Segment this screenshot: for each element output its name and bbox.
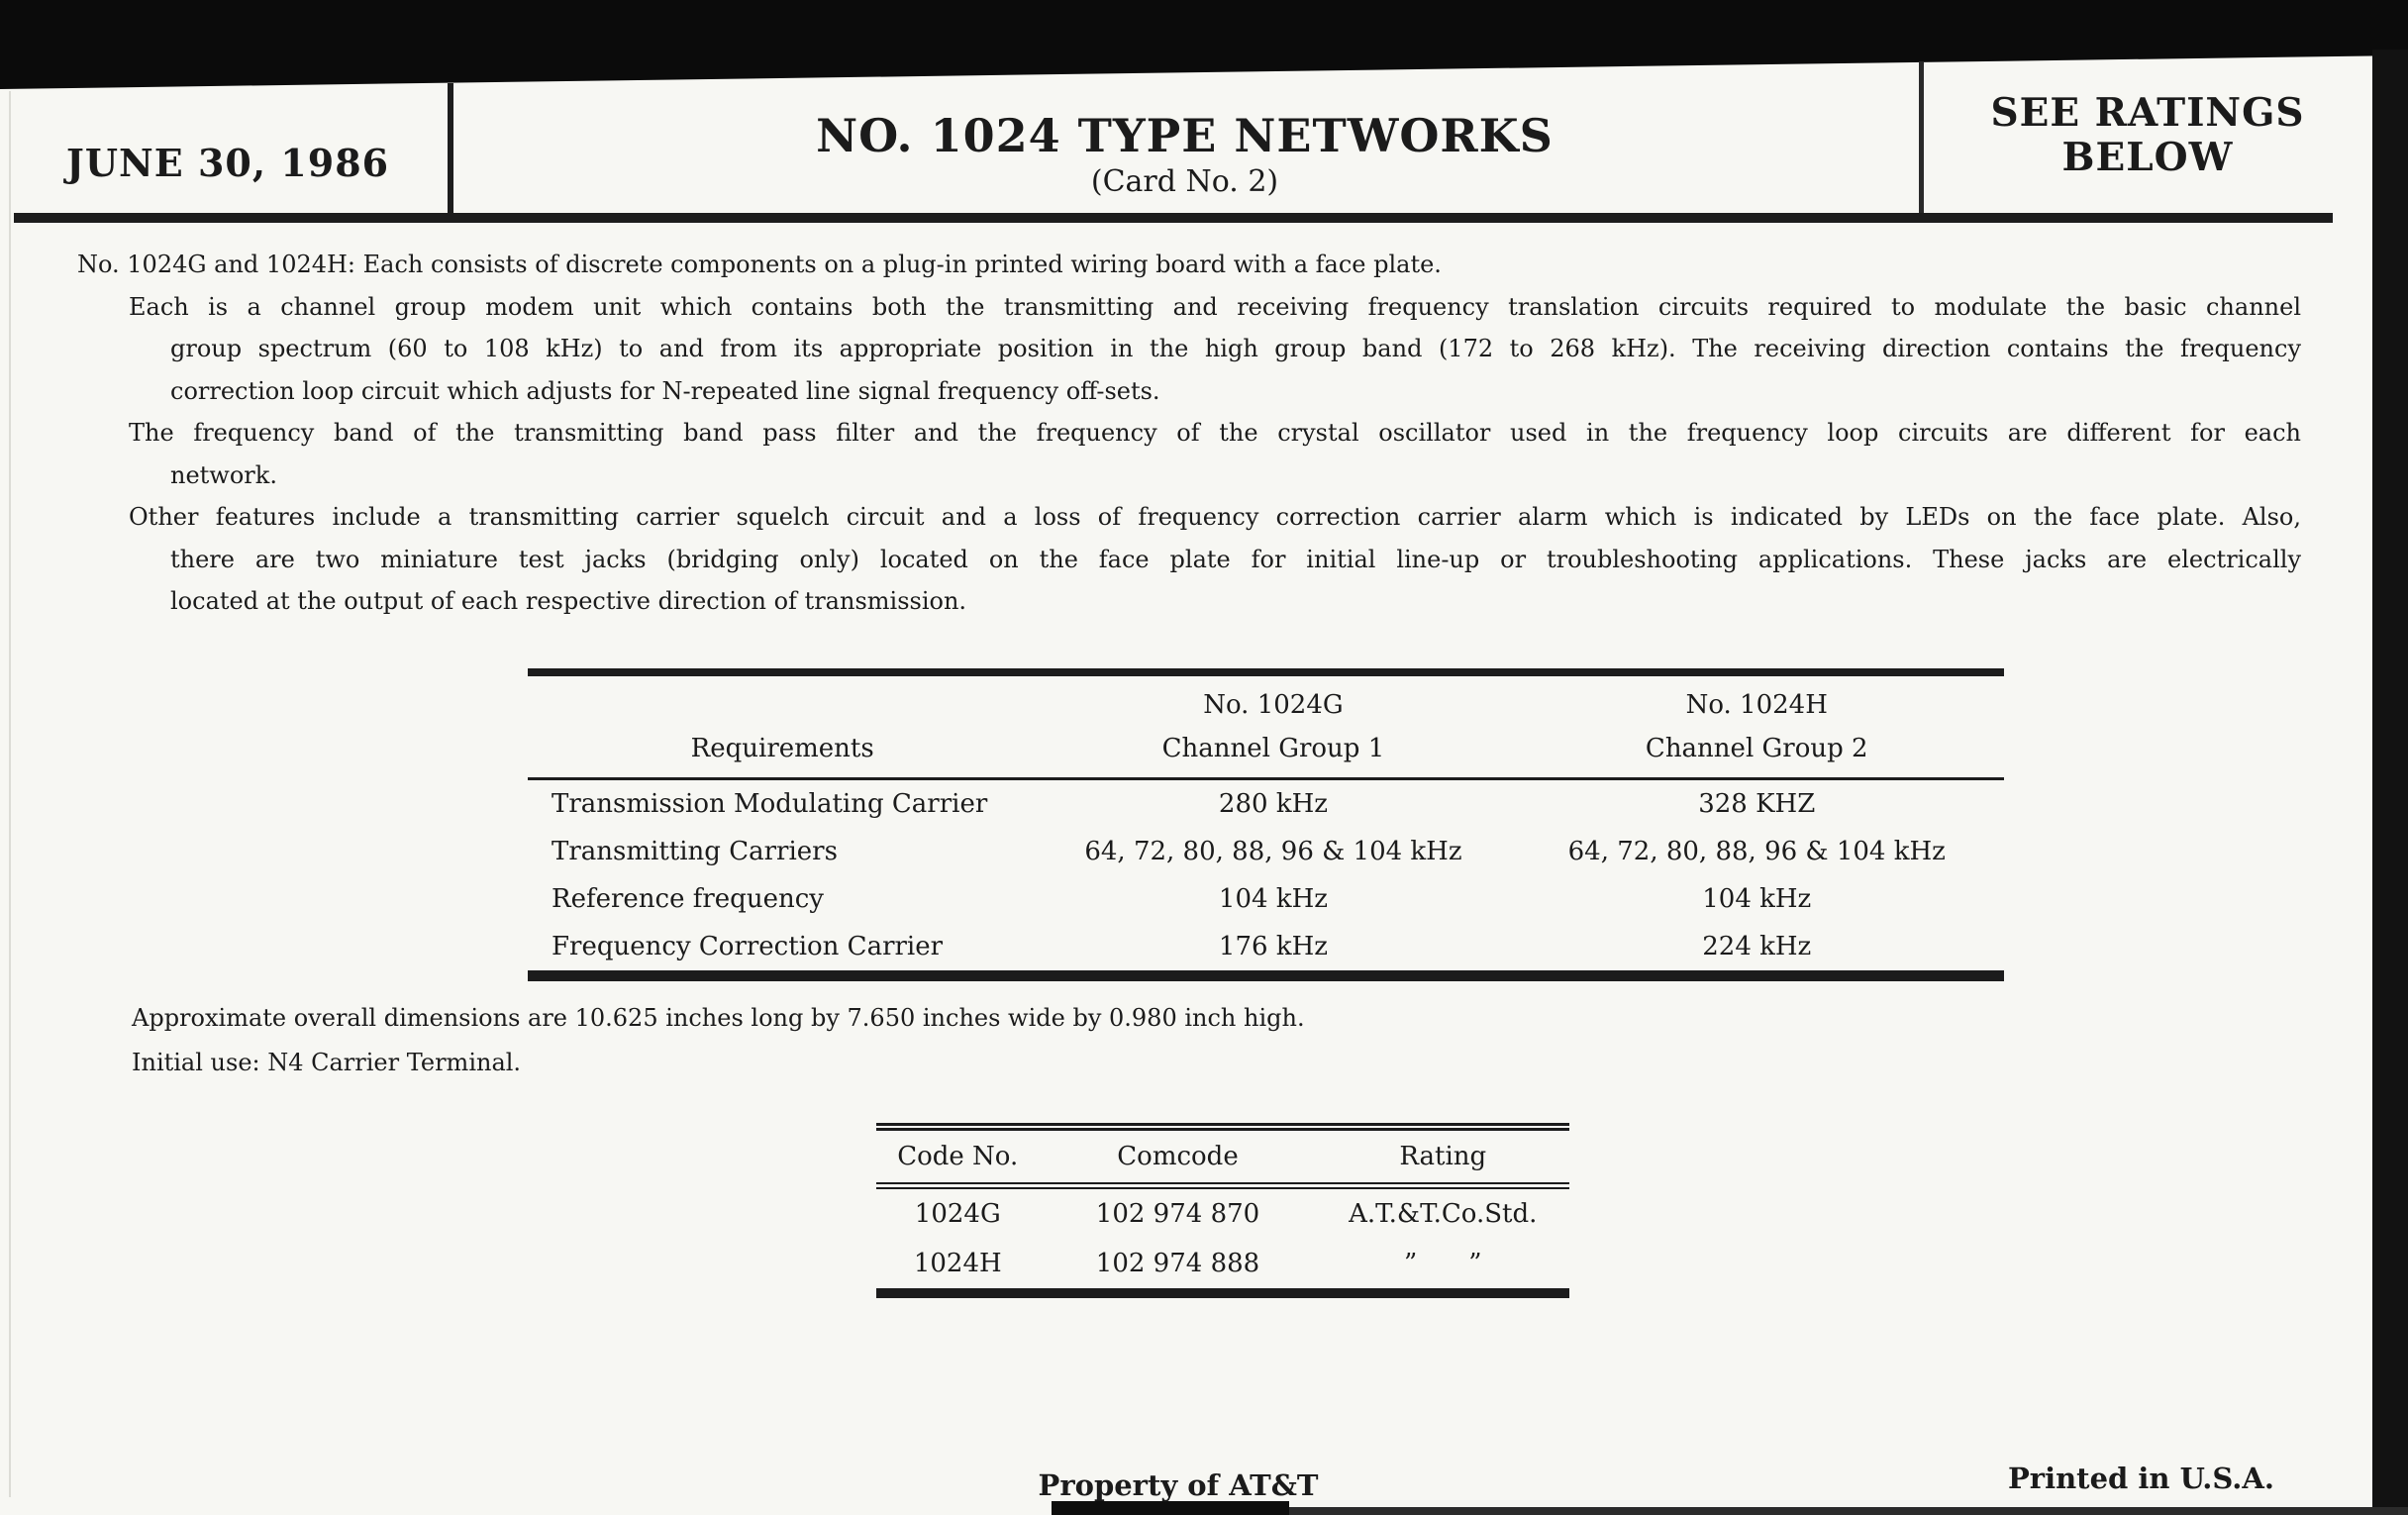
spec-table	[528, 668, 2004, 981]
scan-artifact-left-edge	[9, 91, 11, 1497]
ratings-note-line2: BELOW	[2061, 135, 2234, 180]
scan-artifact-bottom-chunk	[1052, 1501, 1289, 1515]
printed-note: Printed in U.S.A.	[2008, 1462, 2274, 1495]
table-cell: 104 kHz	[1702, 884, 1812, 914]
table-cell: 64, 72, 80, 88, 96 & 104 kHz	[1084, 837, 1462, 866]
code-table-header	[876, 1127, 1569, 1186]
text-line: Each is a channel group modem unit which contains both the transmitting and receiving frequency translation circuits required to modulate the basic channel	[129, 292, 2301, 321]
table-cell: 328 KHZ	[1698, 789, 1816, 819]
dimensions-line: Approximate overall dimensions are 10.625 inches long by 7.650 inches wide by 0.980 inch high.	[132, 1004, 1305, 1032]
header-rule	[14, 213, 2333, 223]
table-cell: ” ”	[1403, 1249, 1482, 1278]
code-col-comcode: Comcode	[1040, 1127, 1317, 1186]
page-title: NO. 1024 TYPE NETWORKS	[816, 109, 1554, 162]
spec-col-1024g	[1037, 672, 1509, 779]
spec-col-1024g-line2: Channel Group 1	[1161, 734, 1385, 763]
table-cell: 102 974 870	[1095, 1199, 1260, 1229]
text-line: The frequency band of the transmitting band pass filter and the frequency of the crystal oscillator used in the frequency loop circuits are different for each	[129, 419, 2301, 447]
issue-date: JUNE 30, 1986	[65, 141, 390, 185]
text-line: group spectrum (60 to 108 kHz) to and from its appropriate position in the high group band (172 to 268 kHz). The receiving direction contains the frequency	[170, 335, 2301, 362]
spec-col-1024h-line2: Channel Group 2	[1645, 734, 1868, 763]
spec-table-body	[528, 779, 2004, 976]
ratings-note	[1924, 91, 2371, 180]
scan-artifact-top-band	[0, 0, 2408, 91]
ratings-note-line1: SEE RATINGS	[1990, 90, 2305, 136]
text-line: Other features include a transmitting carrier squelch circuit and a loss of frequency correction carrier alarm which is indicated by LEDs on the face plate. Also,	[129, 503, 2301, 531]
body-paragraph	[77, 286, 2301, 413]
table-cell: 224 kHz	[1702, 932, 1812, 961]
body-paragraph	[77, 496, 2301, 623]
text-line: network.	[170, 460, 277, 489]
property-note: Property of AT&T	[1038, 1468, 1319, 1502]
table-row	[528, 779, 2004, 829]
text-line: there are two miniature test jacks (bridging only) located on the face plate for initial line-up or troubleshooting applications. These jacks are electrically	[170, 545, 2301, 573]
code-col-rating: Rating	[1317, 1127, 1570, 1186]
table-cell: Frequency Correction Carrier	[552, 932, 944, 961]
table-cell: A.T.&T.Co.Std.	[1349, 1199, 1538, 1229]
table-row	[528, 828, 2004, 875]
text-line: correction loop circuit which adjusts for N-repeated line signal frequency off-sets.	[170, 376, 1160, 405]
table-cell: 64, 72, 80, 88, 96 & 104 kHz	[1567, 837, 1946, 866]
table-cell: 104 kHz	[1218, 884, 1328, 914]
table-cell: 176 kHz	[1218, 932, 1328, 961]
initial-use-line: Initial use: N4 Carrier Terminal.	[132, 1049, 522, 1076]
spec-col-1024h	[1510, 672, 2005, 779]
table-cell: 280 kHz	[1218, 789, 1328, 819]
spec-col-1024g-line1: No. 1024G	[1203, 690, 1344, 720]
table-row	[876, 1239, 1569, 1293]
table-cell: Transmission Modulating Carrier	[552, 789, 988, 819]
scan-artifact-right-band	[2372, 50, 2408, 1511]
table-cell: 1024G	[914, 1199, 1001, 1229]
code-col-codeno: Code No.	[876, 1127, 1040, 1186]
text-line: located at the output of each respective direction of transmission.	[170, 587, 967, 615]
body-paragraph	[77, 244, 2301, 286]
text-line: No. 1024G and 1024H: Each consists of discrete components on a plug-in printed wiring board with a face plate.	[77, 251, 1442, 278]
spec-col-1024h-line1: No. 1024H	[1685, 690, 1828, 720]
body-text	[77, 244, 2301, 623]
spec-col-requirements-label: Requirements	[690, 734, 874, 763]
table-cell: 102 974 888	[1095, 1249, 1260, 1278]
table-row	[528, 875, 2004, 923]
code-table-body	[876, 1186, 1569, 1294]
body-paragraph	[77, 412, 2301, 496]
table-cell: Transmitting Carriers	[552, 837, 838, 866]
code-table	[876, 1123, 1569, 1298]
spec-table-header	[528, 672, 2004, 779]
spec-col-requirements	[528, 672, 1037, 779]
table-cell: Reference frequency	[552, 884, 824, 914]
page-subtitle: (Card No. 2)	[1090, 164, 1279, 199]
table-row	[876, 1186, 1569, 1240]
dimensions-block	[132, 996, 1617, 1085]
table-cell: 1024H	[913, 1249, 1002, 1278]
scan-artifact-bottom-strip	[1289, 1507, 2408, 1515]
table-row	[528, 923, 2004, 976]
